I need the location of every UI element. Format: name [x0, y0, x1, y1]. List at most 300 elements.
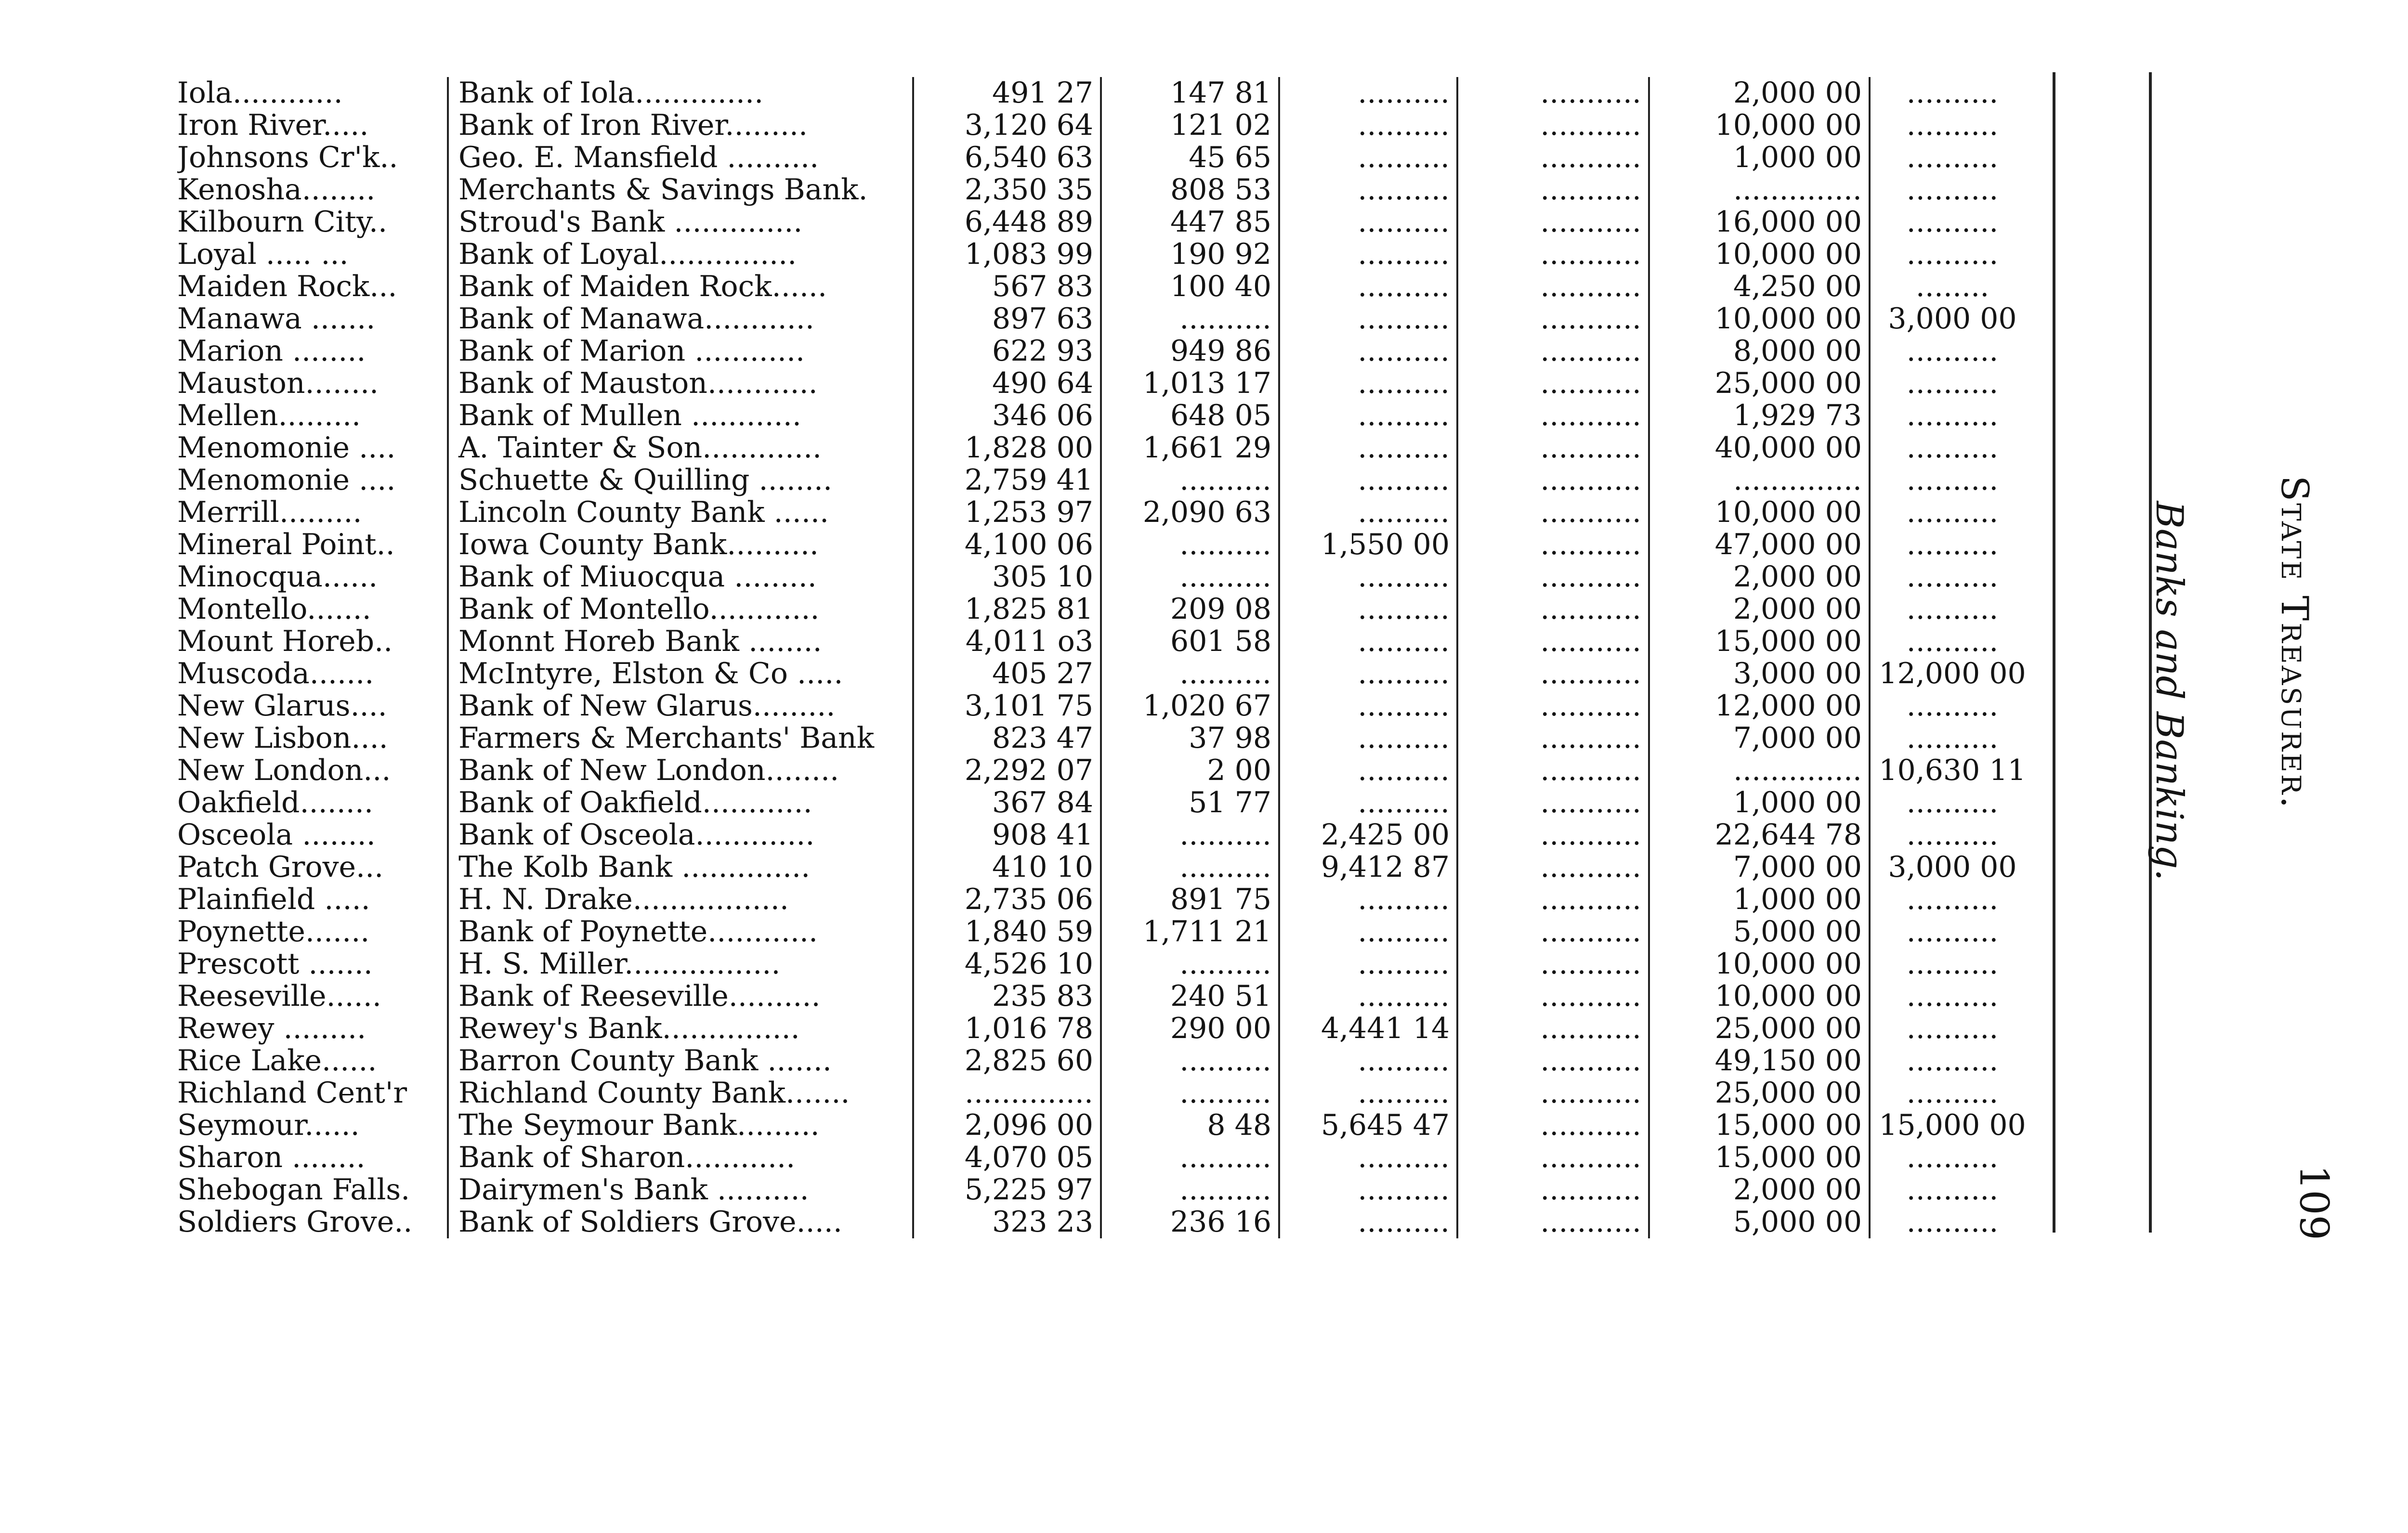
amount-col-4-cell: ........... — [1457, 690, 1649, 722]
bank-name-cell: Bank of Oakfield............ — [448, 787, 913, 819]
amount-col-2-cell: .......... — [1101, 1077, 1279, 1109]
amount-col-1-cell: 235 83 — [913, 980, 1101, 1013]
amount-col-4-cell: ........... — [1457, 1206, 1649, 1238]
amount-col-2-cell: .......... — [1101, 561, 1279, 593]
bank-name-cell: Bank of Maiden Rock...... — [448, 271, 913, 303]
amount-col-2-cell: .......... — [1101, 1142, 1279, 1174]
amount-col-5-cell: 25,000 00 — [1649, 1013, 1870, 1045]
bank-name-cell: Rewey's Bank............... — [448, 1013, 913, 1045]
bank-name-cell: Bank of Iola.............. — [448, 77, 913, 109]
amount-col-2-cell: 2 00 — [1101, 754, 1279, 787]
amount-col-1-cell: 1,253 97 — [913, 496, 1101, 529]
amount-col-1-cell: 490 64 — [913, 367, 1101, 400]
amount-col-6-cell: .......... — [1906, 722, 1999, 754]
table-row — [177, 271, 2034, 303]
town-cell: Poynette....... — [177, 916, 370, 948]
amount-col-4-cell: ........... — [1457, 1077, 1649, 1109]
amount-col-3-cell: .......... — [1279, 722, 1457, 754]
amount-col-2-cell: 447 85 — [1101, 206, 1279, 238]
amount-col-4-cell: ........... — [1457, 658, 1649, 690]
amount-col-1-cell: 4,011 o3 — [913, 625, 1101, 658]
amount-col-3-cell: .......... — [1279, 142, 1457, 174]
town-cell: Prescott ....... — [177, 948, 373, 980]
town-cell: Menomonie .... — [177, 464, 396, 496]
amount-col-6-cell: .......... — [1906, 1045, 1999, 1077]
table-row — [177, 948, 2034, 980]
table-row — [177, 658, 2034, 690]
amount-col-3-cell: .......... — [1279, 238, 1457, 271]
amount-col-1-cell: 3,101 75 — [913, 690, 1101, 722]
town-cell: Mount Horeb.. — [177, 625, 393, 658]
town-cell: New Glarus.... — [177, 690, 387, 722]
amount-col-5-cell: 12,000 00 — [1649, 690, 1870, 722]
amount-col-2-cell: .......... — [1101, 948, 1279, 980]
amount-col-5-cell: 8,000 00 — [1649, 335, 1870, 367]
amount-col-1-cell: 4,100 06 — [913, 529, 1101, 561]
bank-name-cell: Farmers & Merchants' Bank — [448, 722, 913, 754]
table-row — [177, 851, 2034, 883]
amount-col-5-cell: 5,000 00 — [1649, 916, 1870, 948]
amount-col-3-cell: .......... — [1279, 77, 1457, 109]
amount-col-3-cell: .......... — [1279, 658, 1457, 690]
town-cell: Plainfield ..... — [177, 883, 370, 916]
bank-name-cell: Schuette & Quilling ........ — [448, 464, 913, 496]
amount-col-1-cell: 6,540 63 — [913, 142, 1101, 174]
amount-col-3-cell: .......... — [1279, 496, 1457, 529]
amount-col-6-cell: .......... — [1906, 109, 1999, 142]
bank-name-cell: Dairymen's Bank .......... — [448, 1174, 913, 1206]
amount-col-2-cell: 290 00 — [1101, 1013, 1279, 1045]
bank-name-cell: Bank of Osceola............. — [448, 819, 913, 851]
town-cell: Reeseville...... — [177, 980, 381, 1013]
table-row — [177, 593, 2034, 625]
bank-ledger-table — [177, 77, 2034, 1238]
amount-col-6-cell: .......... — [1906, 690, 1999, 722]
amount-col-4-cell: ........... — [1457, 1109, 1649, 1142]
amount-col-4-cell: ........... — [1457, 335, 1649, 367]
amount-col-5-cell: 49,150 00 — [1649, 1045, 1870, 1077]
amount-col-2-cell: 1,020 67 — [1101, 690, 1279, 722]
table-row — [177, 722, 2034, 754]
amount-col-3-cell: .......... — [1279, 335, 1457, 367]
town-cell: New Lisbon.... — [177, 722, 388, 754]
amount-col-2-cell: 1,013 17 — [1101, 367, 1279, 400]
amount-col-4-cell: ........... — [1457, 206, 1649, 238]
amount-col-4-cell: ........... — [1457, 77, 1649, 109]
table-row — [177, 819, 2034, 851]
amount-col-5-cell: .............. — [1649, 174, 1870, 206]
amount-col-1-cell: 410 10 — [913, 851, 1101, 883]
bank-name-cell: Bank of New London........ — [448, 754, 913, 787]
amount-col-2-cell: 891 75 — [1101, 883, 1279, 916]
table-row — [177, 916, 2034, 948]
table-row — [177, 690, 2034, 722]
amount-col-1-cell: 2,350 35 — [913, 174, 1101, 206]
bank-name-cell: H. N. Drake................. — [448, 883, 913, 916]
amount-col-5-cell: 10,000 00 — [1649, 980, 1870, 1013]
amount-col-4-cell: ........... — [1457, 142, 1649, 174]
amount-col-2-cell: 2,090 63 — [1101, 496, 1279, 529]
amount-col-5-cell: 40,000 00 — [1649, 432, 1870, 464]
amount-col-5-cell: 25,000 00 — [1649, 367, 1870, 400]
amount-col-1-cell: 2,096 00 — [913, 1109, 1101, 1142]
bank-name-cell: Bank of Sharon............ — [448, 1142, 913, 1174]
amount-col-6-cell: .......... — [1906, 1206, 1999, 1238]
amount-col-6-cell: .......... — [1906, 496, 1999, 529]
amount-col-4-cell: ........... — [1457, 271, 1649, 303]
amount-col-1-cell: 491 27 — [913, 77, 1101, 109]
amount-col-1-cell: 367 84 — [913, 787, 1101, 819]
amount-col-6-cell: .......... — [1906, 206, 1999, 238]
amount-col-4-cell: ........... — [1457, 238, 1649, 271]
amount-col-2-cell: .......... — [1101, 851, 1279, 883]
bank-name-cell: McIntyre, Elston & Co ..... — [448, 658, 913, 690]
amount-col-5-cell: .............. — [1649, 464, 1870, 496]
amount-col-4-cell: ........... — [1457, 529, 1649, 561]
amount-col-1-cell: 2,759 41 — [913, 464, 1101, 496]
amount-col-4-cell: ........... — [1457, 1142, 1649, 1174]
amount-col-1-cell: 622 93 — [913, 335, 1101, 367]
amount-col-2-cell: .......... — [1101, 303, 1279, 335]
amount-col-4-cell: ........... — [1457, 980, 1649, 1013]
town-cell: Rewey ......... — [177, 1013, 366, 1045]
amount-col-1-cell: .............. — [913, 1077, 1101, 1109]
town-cell: Mineral Point.. — [177, 529, 395, 561]
amount-col-6-cell: .......... — [1906, 1174, 1999, 1206]
table-row — [177, 238, 2034, 271]
amount-col-3-cell: .......... — [1279, 1206, 1457, 1238]
amount-col-1-cell: 346 06 — [913, 400, 1101, 432]
bank-name-cell: Bank of Miuocqua ......... — [448, 561, 913, 593]
amount-col-2-cell: 209 08 — [1101, 593, 1279, 625]
amount-col-1-cell: 4,070 05 — [913, 1142, 1101, 1174]
amount-col-6-cell: .......... — [1906, 593, 1999, 625]
amount-col-2-cell: 51 77 — [1101, 787, 1279, 819]
amount-col-4-cell: ........... — [1457, 109, 1649, 142]
town-cell: Loyal ..... ... — [177, 238, 349, 271]
amount-col-1-cell: 1,016 78 — [913, 1013, 1101, 1045]
amount-col-6-cell: .......... — [1906, 174, 1999, 206]
amount-col-1-cell: 823 47 — [913, 722, 1101, 754]
amount-col-4-cell: ........... — [1457, 948, 1649, 980]
amount-col-5-cell: 2,000 00 — [1649, 593, 1870, 625]
town-cell: Minocqua...... — [177, 561, 378, 593]
bank-name-cell: Bank of Soldiers Grove..... — [448, 1206, 913, 1238]
amount-col-6-cell: .......... — [1906, 980, 1999, 1013]
amount-col-5-cell: 7,000 00 — [1649, 851, 1870, 883]
bank-name-cell: Bank of Marion ............ — [448, 335, 913, 367]
table-row — [177, 496, 2034, 529]
amount-col-2-cell: 100 40 — [1101, 271, 1279, 303]
amount-col-4-cell: ........... — [1457, 1045, 1649, 1077]
bank-name-cell: Iowa County Bank.......... — [448, 529, 913, 561]
town-cell: Montello....... — [177, 593, 371, 625]
table-row — [177, 883, 2034, 916]
running-head: State Treasurer. — [2273, 475, 2316, 810]
table-row — [177, 754, 2034, 787]
amount-col-6-cell: ........ — [1915, 271, 1989, 303]
amount-col-3-cell: .......... — [1279, 948, 1457, 980]
amount-col-3-cell: .......... — [1279, 625, 1457, 658]
amount-col-2-cell: 190 92 — [1101, 238, 1279, 271]
amount-col-4-cell: ........... — [1457, 432, 1649, 464]
amount-col-5-cell: 22,644 78 — [1649, 819, 1870, 851]
amount-col-5-cell: 15,000 00 — [1649, 1109, 1870, 1142]
amount-col-3-cell: .......... — [1279, 271, 1457, 303]
table-row — [177, 464, 2034, 496]
bank-name-cell: Bank of Montello............ — [448, 593, 913, 625]
amount-col-3-cell: .......... — [1279, 754, 1457, 787]
amount-col-6-cell: 10,630 11 — [1879, 754, 2026, 787]
amount-col-3-cell: 9,412 87 — [1279, 851, 1457, 883]
amount-col-1-cell: 1,828 00 — [913, 432, 1101, 464]
amount-col-3-cell: .......... — [1279, 367, 1457, 400]
amount-col-4-cell: ........... — [1457, 851, 1649, 883]
table-row — [177, 529, 2034, 561]
amount-col-3-cell: .......... — [1279, 980, 1457, 1013]
amount-col-6-cell: .......... — [1906, 335, 1999, 367]
town-cell: Rice Lake...... — [177, 1045, 377, 1077]
town-cell: Kenosha........ — [177, 174, 376, 206]
table-row — [177, 142, 2034, 174]
amount-col-3-cell: .......... — [1279, 1142, 1457, 1174]
bank-name-cell: Bank of Iron River......... — [448, 109, 913, 142]
town-cell: Osceola ........ — [177, 819, 376, 851]
amount-col-3-cell: .......... — [1279, 1174, 1457, 1206]
amount-col-6-cell: 3,000 00 — [1888, 851, 2017, 883]
amount-col-6-cell: .......... — [1906, 77, 1999, 109]
town-cell: Patch Grove... — [177, 851, 384, 883]
town-cell: Maiden Rock... — [177, 271, 397, 303]
bank-name-cell: Barron County Bank ....... — [448, 1045, 913, 1077]
amount-col-3-cell: .......... — [1279, 787, 1457, 819]
amount-col-4-cell: ........... — [1457, 916, 1649, 948]
town-cell: Kilbourn City.. — [177, 206, 388, 238]
amount-col-1-cell: 908 41 — [913, 819, 1101, 851]
amount-col-2-cell: 45 65 — [1101, 142, 1279, 174]
amount-col-5-cell: 15,000 00 — [1649, 625, 1870, 658]
bank-name-cell: Lincoln County Bank ...... — [448, 496, 913, 529]
amount-col-6-cell: .......... — [1906, 367, 1999, 400]
amount-col-6-cell: .......... — [1906, 561, 1999, 593]
amount-col-6-cell: .......... — [1906, 625, 1999, 658]
amount-col-5-cell: 10,000 00 — [1649, 303, 1870, 335]
table-row — [177, 980, 2034, 1013]
amount-col-1-cell: 2,735 06 — [913, 883, 1101, 916]
amount-col-5-cell: 10,000 00 — [1649, 238, 1870, 271]
table-row — [177, 1174, 2034, 1206]
amount-col-4-cell: ........... — [1457, 754, 1649, 787]
amount-col-6-cell: .......... — [1906, 1077, 1999, 1109]
amount-col-5-cell: 2,000 00 — [1649, 561, 1870, 593]
bank-name-cell: Monnt Horeb Bank ........ — [448, 625, 913, 658]
page-number: 109 — [2290, 1165, 2337, 1240]
section-title: Banks and Banking. — [2147, 501, 2191, 881]
town-cell: Iron River..... — [177, 109, 369, 142]
amount-col-6-cell: .......... — [1906, 432, 1999, 464]
amount-col-1-cell: 305 10 — [913, 561, 1101, 593]
vertical-rule-left — [2053, 72, 2055, 1233]
amount-col-5-cell: 1,000 00 — [1649, 883, 1870, 916]
amount-col-3-cell: .......... — [1279, 1077, 1457, 1109]
town-cell: Menomonie .... — [177, 432, 396, 464]
bank-name-cell: Bank of Mauston............ — [448, 367, 913, 400]
amount-col-4-cell: ........... — [1457, 367, 1649, 400]
amount-col-5-cell: 25,000 00 — [1649, 1077, 1870, 1109]
amount-col-5-cell: .............. — [1649, 754, 1870, 787]
table-row — [177, 367, 2034, 400]
amount-col-3-cell: .......... — [1279, 432, 1457, 464]
amount-col-6-cell: .......... — [1906, 529, 1999, 561]
amount-col-1-cell: 323 23 — [913, 1206, 1101, 1238]
bank-name-cell: Merchants & Savings Bank. — [448, 174, 913, 206]
amount-col-5-cell: 16,000 00 — [1649, 206, 1870, 238]
amount-col-2-cell: 1,661 29 — [1101, 432, 1279, 464]
table-row — [177, 432, 2034, 464]
table-row — [177, 335, 2034, 367]
amount-col-5-cell: 15,000 00 — [1649, 1142, 1870, 1174]
amount-col-5-cell: 10,000 00 — [1649, 948, 1870, 980]
amount-col-4-cell: ........... — [1457, 819, 1649, 851]
amount-col-2-cell: 147 81 — [1101, 77, 1279, 109]
amount-col-4-cell: ........... — [1457, 625, 1649, 658]
table-row — [177, 1013, 2034, 1045]
amount-col-5-cell: 3,000 00 — [1649, 658, 1870, 690]
amount-col-4-cell: ........... — [1457, 464, 1649, 496]
table-row — [177, 109, 2034, 142]
amount-col-1-cell: 567 83 — [913, 271, 1101, 303]
amount-col-2-cell: 808 53 — [1101, 174, 1279, 206]
amount-col-5-cell: 10,000 00 — [1649, 496, 1870, 529]
town-cell: New London... — [177, 754, 391, 787]
amount-col-1-cell: 4,526 10 — [913, 948, 1101, 980]
amount-col-5-cell: 2,000 00 — [1649, 77, 1870, 109]
town-cell: Merrill......... — [177, 496, 362, 529]
amount-col-2-cell: 601 58 — [1101, 625, 1279, 658]
amount-col-3-cell: 2,425 00 — [1279, 819, 1457, 851]
table-row — [177, 625, 2034, 658]
amount-col-6-cell: .......... — [1906, 916, 1999, 948]
amount-col-6-cell: 3,000 00 — [1888, 303, 2017, 335]
amount-col-4-cell: ........... — [1457, 1174, 1649, 1206]
amount-col-1-cell: 1,840 59 — [913, 916, 1101, 948]
amount-col-1-cell: 6,448 89 — [913, 206, 1101, 238]
ledger-body — [177, 77, 2034, 1238]
amount-col-6-cell: 15,000 00 — [1879, 1109, 2026, 1142]
amount-col-6-cell: .......... — [1906, 1013, 1999, 1045]
amount-col-3-cell: .......... — [1279, 464, 1457, 496]
amount-col-4-cell: ........... — [1457, 561, 1649, 593]
amount-col-6-cell: .......... — [1906, 883, 1999, 916]
amount-col-2-cell: 121 02 — [1101, 109, 1279, 142]
town-cell: Sharon ........ — [177, 1142, 366, 1174]
bank-name-cell: The Seymour Bank......... — [448, 1109, 913, 1142]
table-row — [177, 77, 2034, 109]
town-cell: Shebogan Falls. — [177, 1174, 410, 1206]
amount-col-2-cell: .......... — [1101, 1174, 1279, 1206]
town-cell: Manawa ....... — [177, 303, 376, 335]
amount-col-3-cell: 5,645 47 — [1279, 1109, 1457, 1142]
amount-col-3-cell: .......... — [1279, 916, 1457, 948]
amount-col-4-cell: ........... — [1457, 787, 1649, 819]
amount-col-4-cell: ........... — [1457, 496, 1649, 529]
table-row — [177, 1142, 2034, 1174]
amount-col-1-cell: 897 63 — [913, 303, 1101, 335]
town-cell: Richland Cent'r — [177, 1077, 407, 1109]
table-row — [177, 174, 2034, 206]
amount-col-3-cell: .......... — [1279, 1045, 1457, 1077]
amount-col-5-cell: 10,000 00 — [1649, 109, 1870, 142]
amount-col-4-cell: ........... — [1457, 303, 1649, 335]
amount-col-5-cell: 47,000 00 — [1649, 529, 1870, 561]
amount-col-2-cell: .......... — [1101, 529, 1279, 561]
table-row — [177, 1045, 2034, 1077]
amount-col-6-cell: .......... — [1906, 464, 1999, 496]
amount-col-5-cell: 2,000 00 — [1649, 1174, 1870, 1206]
amount-col-3-cell: .......... — [1279, 206, 1457, 238]
amount-col-3-cell: .......... — [1279, 174, 1457, 206]
amount-col-3-cell: .......... — [1279, 561, 1457, 593]
amount-col-1-cell: 2,825 60 — [913, 1045, 1101, 1077]
bank-name-cell: Stroud's Bank .............. — [448, 206, 913, 238]
amount-col-5-cell: 1,929 73 — [1649, 400, 1870, 432]
town-cell: Iola............ — [177, 77, 343, 109]
table-row — [177, 206, 2034, 238]
amount-col-1-cell: 1,083 99 — [913, 238, 1101, 271]
bank-name-cell: Richland County Bank....... — [448, 1077, 913, 1109]
table-row — [177, 1206, 2034, 1238]
amount-col-5-cell: 7,000 00 — [1649, 722, 1870, 754]
amount-col-2-cell: .......... — [1101, 1045, 1279, 1077]
amount-col-2-cell: 37 98 — [1101, 722, 1279, 754]
bank-name-cell: Bank of Mullen ............ — [448, 400, 913, 432]
amount-col-3-cell: .......... — [1279, 109, 1457, 142]
amount-col-3-cell: 1,550 00 — [1279, 529, 1457, 561]
amount-col-6-cell: .......... — [1906, 787, 1999, 819]
amount-col-2-cell: 8 48 — [1101, 1109, 1279, 1142]
amount-col-1-cell: 2,292 07 — [913, 754, 1101, 787]
amount-col-2-cell: 236 16 — [1101, 1206, 1279, 1238]
bank-name-cell: H. S. Miller................. — [448, 948, 913, 980]
bank-name-cell: Bank of Manawa............ — [448, 303, 913, 335]
bank-name-cell: Bank of Reeseville.......... — [448, 980, 913, 1013]
amount-col-2-cell: 949 86 — [1101, 335, 1279, 367]
town-cell: Soldiers Grove.. — [177, 1206, 413, 1238]
amount-col-6-cell: 12,000 00 — [1879, 658, 2026, 690]
amount-col-6-cell: .......... — [1906, 948, 1999, 980]
bank-name-cell: The Kolb Bank .............. — [448, 851, 913, 883]
amount-col-1-cell: 5,225 97 — [913, 1174, 1101, 1206]
town-cell: Johnsons Cr'k.. — [177, 142, 398, 174]
amount-col-2-cell: .......... — [1101, 819, 1279, 851]
amount-col-5-cell: 1,000 00 — [1649, 787, 1870, 819]
amount-col-4-cell: ........... — [1457, 883, 1649, 916]
amount-col-3-cell: .......... — [1279, 593, 1457, 625]
table-row — [177, 561, 2034, 593]
town-cell: Marion ........ — [177, 335, 366, 367]
bank-name-cell: A. Tainter & Son............. — [448, 432, 913, 464]
amount-col-3-cell: 4,441 14 — [1279, 1013, 1457, 1045]
amount-col-5-cell: 1,000 00 — [1649, 142, 1870, 174]
table-row — [177, 400, 2034, 432]
bank-name-cell: Bank of Poynette............ — [448, 916, 913, 948]
town-cell: Muscoda....... — [177, 658, 374, 690]
amount-col-3-cell: .......... — [1279, 400, 1457, 432]
amount-col-3-cell: .......... — [1279, 690, 1457, 722]
amount-col-6-cell: .......... — [1906, 400, 1999, 432]
table-row — [177, 303, 2034, 335]
amount-col-6-cell: .......... — [1906, 819, 1999, 851]
